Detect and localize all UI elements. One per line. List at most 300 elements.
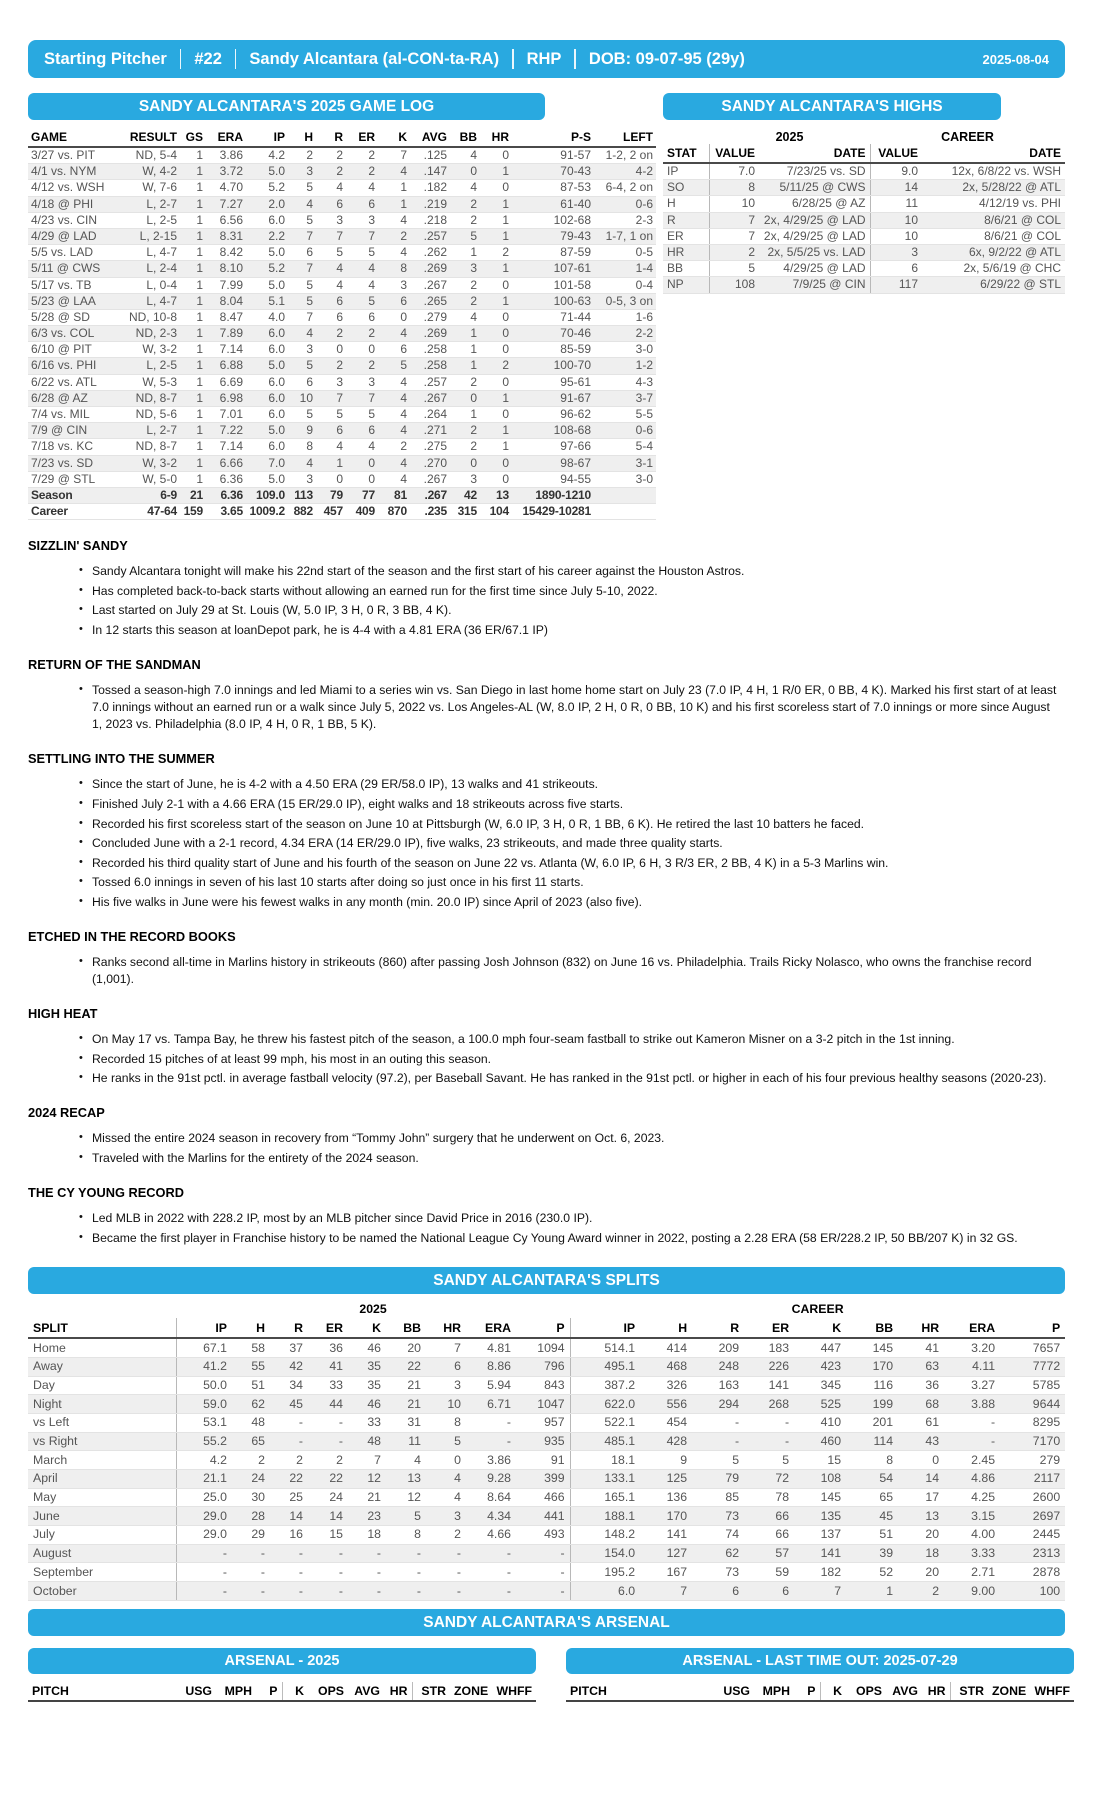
cell: August bbox=[28, 1544, 176, 1563]
cell: W, 3-2 bbox=[112, 342, 180, 358]
cell: 1-6 bbox=[594, 309, 656, 325]
cell: 556 bbox=[640, 1395, 692, 1414]
table-row bbox=[28, 1526, 1065, 1545]
note-bullet: • He ranks in the 91st pctl. in average fastball velocity (97.2), per Baseball Savant. He has ranked in the 91st pctl. or higher in each of his four previous healthy seasons (2020-23). bbox=[92, 1070, 1065, 1087]
cell: 45 bbox=[846, 1507, 898, 1526]
cell: 91-67 bbox=[512, 390, 594, 406]
cell: 3.27 bbox=[944, 1376, 1000, 1395]
cell: 2 bbox=[316, 164, 346, 180]
cell: 3/27 vs. PIT bbox=[28, 147, 112, 164]
cell: 4 bbox=[288, 326, 316, 342]
column-header: R bbox=[316, 128, 346, 147]
cell: 21.1 bbox=[176, 1469, 232, 1488]
table-row bbox=[663, 244, 1065, 260]
cell: 59 bbox=[744, 1563, 794, 1582]
cell: 7.27 bbox=[206, 196, 246, 212]
splits-section bbox=[28, 1267, 1065, 1601]
cell: 441 bbox=[516, 1507, 570, 1526]
cell: 65 bbox=[232, 1432, 270, 1451]
cell: .264 bbox=[410, 407, 450, 423]
cell: 9 bbox=[288, 423, 316, 439]
cell: 4 bbox=[378, 374, 410, 390]
cell: 1 bbox=[180, 212, 206, 228]
cell: 125 bbox=[640, 1469, 692, 1488]
table-row bbox=[663, 277, 1065, 293]
cell: 0 bbox=[346, 455, 378, 471]
cell: 4.00 bbox=[944, 1526, 1000, 1545]
highs-section bbox=[663, 93, 1065, 294]
cell: 5-4 bbox=[594, 439, 656, 455]
table-row bbox=[28, 1318, 1065, 1338]
cell: - bbox=[944, 1413, 1000, 1432]
cell: 6.98 bbox=[206, 390, 246, 406]
cell: 0-6 bbox=[594, 423, 656, 439]
game-log-title: SANDY ALCANTARA'S 2025 GAME LOG bbox=[28, 93, 545, 120]
cell: 102-68 bbox=[512, 212, 594, 228]
cell: 2.71 bbox=[944, 1563, 1000, 1582]
cell: 326 bbox=[640, 1376, 692, 1395]
cell: 7 bbox=[288, 309, 316, 325]
cell: 7 bbox=[316, 390, 346, 406]
cell: 6x, 9/2/22 @ ATL bbox=[922, 244, 1065, 260]
table-row bbox=[28, 471, 656, 487]
cell: 1 bbox=[480, 439, 512, 455]
column-header: STAT bbox=[663, 144, 709, 163]
cell: .275 bbox=[410, 439, 450, 455]
cell: 1 bbox=[180, 261, 206, 277]
divider bbox=[574, 49, 576, 69]
cell: 6.0 bbox=[246, 342, 288, 358]
cell: 2x, 5/28/22 @ ATL bbox=[922, 180, 1065, 196]
cell: 66 bbox=[744, 1507, 794, 1526]
cell: 4/29/25 @ LAD bbox=[759, 261, 870, 277]
group-header: CAREER bbox=[791, 1302, 844, 1316]
cell: 6 bbox=[316, 196, 346, 212]
cell: 6.36 bbox=[206, 471, 246, 487]
cell: 10 bbox=[426, 1395, 466, 1414]
cell: 25 bbox=[270, 1488, 308, 1507]
note-bullet: • Concluded June with a 2-1 record, 4.34 ERA (14 ER/29.0 IP), five walks, 23 strikeouts, and made three quality starts. bbox=[92, 835, 1065, 852]
cell: 7 bbox=[348, 1451, 386, 1470]
cell: 195.2 bbox=[570, 1563, 640, 1582]
cell: 94-55 bbox=[512, 471, 594, 487]
table-row bbox=[28, 1544, 1065, 1563]
cell: 36 bbox=[898, 1376, 944, 1395]
cell: 4 bbox=[378, 455, 410, 471]
cell: - bbox=[466, 1413, 516, 1432]
cell: - bbox=[270, 1413, 308, 1432]
cell: 44 bbox=[308, 1395, 348, 1414]
cell: 70-43 bbox=[512, 164, 594, 180]
table-row bbox=[28, 504, 656, 520]
cell: Night bbox=[28, 1395, 176, 1414]
cell: 796 bbox=[516, 1357, 570, 1376]
cell: 2 bbox=[316, 358, 346, 374]
column-header: BB bbox=[386, 1318, 426, 1338]
cell: 6.0 bbox=[246, 212, 288, 228]
cell: 0 bbox=[316, 342, 346, 358]
cell: 8 bbox=[846, 1451, 898, 1470]
cell: BB bbox=[663, 261, 709, 277]
cell: 4.66 bbox=[466, 1526, 516, 1545]
jersey-number: #22 bbox=[194, 49, 222, 68]
cell: 114 bbox=[846, 1432, 898, 1451]
cell: 1 bbox=[180, 423, 206, 439]
cell: 4 bbox=[450, 147, 480, 164]
note-bullet: • Led MLB in 2022 with 228.2 IP, most by an MLB pitcher since David Price in 2016 (230.0 IP). bbox=[92, 1210, 1065, 1227]
column-header: RESULT bbox=[112, 128, 180, 147]
cell: - bbox=[466, 1582, 516, 1601]
cell: 3.86 bbox=[466, 1451, 516, 1470]
cell: 135 bbox=[794, 1507, 846, 1526]
cell: - bbox=[744, 1413, 794, 1432]
cell: 1 bbox=[180, 326, 206, 342]
cell: 2x, 4/29/25 @ LAD bbox=[759, 212, 870, 228]
table-row bbox=[28, 147, 656, 164]
cell: - bbox=[308, 1432, 348, 1451]
cell: 81 bbox=[378, 487, 410, 503]
cell: 0 bbox=[346, 342, 378, 358]
note-heading: SETTLING INTO THE SUMMER bbox=[28, 751, 215, 767]
cell: July bbox=[28, 1526, 176, 1545]
cell: 30 bbox=[232, 1488, 270, 1507]
cell: 22 bbox=[386, 1357, 426, 1376]
cell: 4 bbox=[378, 423, 410, 439]
cell: 3 bbox=[450, 471, 480, 487]
table-row bbox=[28, 1488, 1065, 1507]
note-bullet: • Ranks second all-time in Marlins history in strikeouts (860) after passing Josh Johnson (832) on June 16 vs. Philadelphia. Trails Ricky Nolasco, who owns the franchise record (1,001). bbox=[92, 954, 1065, 988]
cell: 1047 bbox=[516, 1395, 570, 1414]
cell: 34 bbox=[270, 1376, 308, 1395]
cell: 0 bbox=[450, 164, 480, 180]
cell: 133.1 bbox=[570, 1469, 640, 1488]
cell: 12 bbox=[348, 1469, 386, 1488]
table-row bbox=[663, 163, 1065, 180]
cell: 0 bbox=[480, 180, 512, 196]
cell: 100-63 bbox=[512, 293, 594, 309]
cell: L, 2-7 bbox=[112, 423, 180, 439]
cell: 7/29 @ STL bbox=[28, 471, 112, 487]
cell: - bbox=[466, 1544, 516, 1563]
cell: 5 bbox=[450, 228, 480, 244]
cell: 2878 bbox=[1000, 1563, 1065, 1582]
note-bullet: • Recorded his first scoreless start of the season on June 10 at Pittsburgh (W, 6.0 IP, 3 H, 0 R, 1 BB, 6 K). He retired the last 10 batters he faced. bbox=[92, 816, 1065, 833]
cell: 2 bbox=[346, 358, 378, 374]
cell: 2 bbox=[709, 244, 759, 260]
cell: 3-0 bbox=[594, 471, 656, 487]
cell: 6.66 bbox=[206, 455, 246, 471]
divider bbox=[235, 49, 237, 69]
cell: 52 bbox=[846, 1563, 898, 1582]
cell: 414 bbox=[640, 1338, 692, 1357]
cell: 0 bbox=[426, 1451, 466, 1470]
cell: 79 bbox=[316, 487, 346, 503]
cell: 95-61 bbox=[512, 374, 594, 390]
arsenal-2025-table bbox=[28, 1682, 536, 1702]
cell bbox=[594, 504, 656, 520]
note-list bbox=[28, 776, 1065, 911]
cell: 1 bbox=[180, 471, 206, 487]
cell: 21 bbox=[386, 1395, 426, 1414]
cell: 39 bbox=[846, 1544, 898, 1563]
note-section bbox=[28, 538, 1065, 639]
table-row bbox=[663, 261, 1065, 277]
column-header: K bbox=[794, 1318, 846, 1338]
cell: 7 bbox=[378, 147, 410, 164]
cell: 25.0 bbox=[176, 1488, 232, 1507]
cell: 170 bbox=[846, 1357, 898, 1376]
cell: 3 bbox=[378, 277, 410, 293]
cell: 1 bbox=[480, 423, 512, 439]
cell: 279 bbox=[1000, 1451, 1065, 1470]
cell: 101-58 bbox=[512, 277, 594, 293]
note-bullet: • Recorded his third quality start of June and his fourth of the season on June 22 vs. Atlanta (W, 6.0 IP, 6 H, 3 R/3 ER, 2 BB, 4 K) in a 5-3 Marlins win. bbox=[92, 855, 1065, 872]
cell: vs Right bbox=[28, 1432, 176, 1451]
cell: 2313 bbox=[1000, 1544, 1065, 1563]
cell: - bbox=[692, 1413, 744, 1432]
column-header: SPLIT bbox=[28, 1318, 176, 1338]
column-header: HR bbox=[922, 1682, 950, 1701]
cell: .125 bbox=[410, 147, 450, 164]
column-header: P-S bbox=[512, 128, 594, 147]
cell: 2 bbox=[426, 1526, 466, 1545]
cell: 1 bbox=[180, 277, 206, 293]
cell: Away bbox=[28, 1357, 176, 1376]
cell: 18 bbox=[348, 1526, 386, 1545]
cell: 6.0 bbox=[570, 1582, 640, 1601]
group-header: 2025 bbox=[359, 1302, 387, 1316]
cell: 1890-1210 bbox=[512, 487, 594, 503]
cell: 0 bbox=[480, 471, 512, 487]
cell: L, 2-15 bbox=[112, 228, 180, 244]
cell: 7/18 vs. KC bbox=[28, 439, 112, 455]
cell: 145 bbox=[794, 1488, 846, 1507]
cell: 1 bbox=[180, 390, 206, 406]
cell: 7.0 bbox=[709, 163, 759, 180]
cell: 58 bbox=[232, 1338, 270, 1357]
cell: 17 bbox=[898, 1488, 944, 1507]
table-row bbox=[28, 455, 656, 471]
cell: 1 bbox=[450, 326, 480, 342]
cell: - bbox=[308, 1582, 348, 1601]
cell: 7 bbox=[640, 1582, 692, 1601]
cell: 28 bbox=[232, 1507, 270, 1526]
column-header: ZONE bbox=[988, 1682, 1030, 1701]
cell: 5 bbox=[346, 293, 378, 309]
cell: 5 bbox=[378, 358, 410, 374]
cell: 4 bbox=[346, 261, 378, 277]
table-row bbox=[28, 293, 656, 309]
cell: 7 bbox=[316, 228, 346, 244]
column-header: P bbox=[794, 1682, 820, 1701]
table-row bbox=[28, 487, 656, 503]
cell: 6/22 vs. ATL bbox=[28, 374, 112, 390]
cell: 14 bbox=[308, 1507, 348, 1526]
cell: 399 bbox=[516, 1469, 570, 1488]
cell: 0 bbox=[480, 374, 512, 390]
group-header: CAREER bbox=[941, 130, 994, 144]
cell: 5/17 vs. TB bbox=[28, 277, 112, 293]
column-header: STR bbox=[950, 1682, 988, 1701]
game-log-section bbox=[28, 93, 656, 520]
cell: - bbox=[348, 1563, 386, 1582]
table-row bbox=[28, 261, 656, 277]
cell: 47-64 bbox=[112, 504, 180, 520]
cell: - bbox=[308, 1544, 348, 1563]
cell: 315 bbox=[450, 504, 480, 520]
cell: 4 bbox=[378, 326, 410, 342]
cell: 51 bbox=[232, 1376, 270, 1395]
cell: 1 bbox=[180, 164, 206, 180]
cell: 10 bbox=[288, 390, 316, 406]
cell: 2 bbox=[346, 164, 378, 180]
cell: 141 bbox=[794, 1544, 846, 1563]
table-row bbox=[663, 212, 1065, 228]
cell: 188.1 bbox=[570, 1507, 640, 1526]
cell: 7 bbox=[709, 228, 759, 244]
cell: 70-46 bbox=[512, 326, 594, 342]
cell: 4 bbox=[378, 390, 410, 406]
column-header: AVG bbox=[348, 1682, 384, 1701]
cell: 6/3 vs. COL bbox=[28, 326, 112, 342]
cell: 23 bbox=[348, 1507, 386, 1526]
cell: 0 bbox=[480, 342, 512, 358]
cell: 21 bbox=[348, 1488, 386, 1507]
cell: 6 bbox=[316, 293, 346, 309]
cell: 2 bbox=[346, 147, 378, 164]
cell: 6 bbox=[288, 374, 316, 390]
arsenal-last-time-out-table bbox=[566, 1682, 1074, 1702]
cell: 4 bbox=[346, 277, 378, 293]
cell: 24 bbox=[232, 1469, 270, 1488]
column-header: K bbox=[378, 128, 410, 147]
role-label: Starting Pitcher bbox=[44, 49, 167, 68]
note-bullet: • Since the start of June, he is 4-2 with a 4.50 ERA (29 ER/58.0 IP), 13 walks and 41 strikeouts. bbox=[92, 776, 1065, 793]
cell: 6 bbox=[426, 1357, 466, 1376]
cell: 163 bbox=[692, 1376, 744, 1395]
cell: 7/4 vs. MIL bbox=[28, 407, 112, 423]
cell: 7 bbox=[288, 228, 316, 244]
cell: 7 bbox=[346, 390, 378, 406]
cell: 154.0 bbox=[570, 1544, 640, 1563]
cell: 2 bbox=[450, 439, 480, 455]
cell: 5 bbox=[316, 245, 346, 261]
cell: - bbox=[426, 1544, 466, 1563]
column-header: OPS bbox=[308, 1682, 348, 1701]
cell: 1 bbox=[180, 309, 206, 325]
divider bbox=[512, 49, 514, 69]
cell: 345 bbox=[794, 1376, 846, 1395]
cell: 3.33 bbox=[944, 1544, 1000, 1563]
cell: 5 bbox=[709, 261, 759, 277]
cell: 1094 bbox=[516, 1338, 570, 1357]
cell: 37 bbox=[270, 1338, 308, 1357]
cell: 4-2 bbox=[594, 164, 656, 180]
cell: - bbox=[232, 1544, 270, 1563]
cell: 141 bbox=[640, 1526, 692, 1545]
cell: 5 bbox=[288, 358, 316, 374]
cell: 170 bbox=[640, 1507, 692, 1526]
cell: 8.86 bbox=[466, 1357, 516, 1376]
cell: 5.94 bbox=[466, 1376, 516, 1395]
column-header: AVG bbox=[410, 128, 450, 147]
cell: 1 bbox=[180, 245, 206, 261]
player-name: Sandy Alcantara (al-CON-ta-RA) bbox=[249, 49, 500, 68]
table-row bbox=[28, 423, 656, 439]
cell: 67.1 bbox=[176, 1338, 232, 1357]
cell: 11 bbox=[870, 196, 922, 212]
cell: 73 bbox=[692, 1563, 744, 1582]
cell: 1009.2 bbox=[246, 504, 288, 520]
column-header: ERA bbox=[206, 128, 246, 147]
cell: 5.1 bbox=[246, 293, 288, 309]
cell: - bbox=[386, 1563, 426, 1582]
cell: 6 bbox=[346, 309, 378, 325]
cell: 113 bbox=[288, 487, 316, 503]
cell: 33 bbox=[308, 1376, 348, 1395]
arsenal-2025-title: ARSENAL - 2025 bbox=[28, 1648, 536, 1674]
cell: 6.0 bbox=[246, 374, 288, 390]
cell: 7170 bbox=[1000, 1432, 1065, 1451]
cell: 1 bbox=[180, 439, 206, 455]
note-section bbox=[28, 1006, 1065, 1087]
cell: - bbox=[426, 1563, 466, 1582]
cell: 5/11 @ CWS bbox=[28, 261, 112, 277]
group-header-row bbox=[28, 1300, 1065, 1319]
cell: ND, 10-8 bbox=[112, 309, 180, 325]
arsenal-last-time-out-title: ARSENAL - LAST TIME OUT: 2025-07-29 bbox=[566, 1648, 1074, 1674]
cell: 108-68 bbox=[512, 423, 594, 439]
cell: 0 bbox=[450, 455, 480, 471]
column-header: IP bbox=[176, 1318, 232, 1338]
cell: 0 bbox=[378, 309, 410, 325]
cell: 8 bbox=[288, 439, 316, 455]
table-row bbox=[28, 1395, 1065, 1414]
arsenal-2025-panel bbox=[28, 1648, 536, 1702]
cell: 5 bbox=[692, 1451, 744, 1470]
cell: 65 bbox=[846, 1488, 898, 1507]
cell: 6/10 @ PIT bbox=[28, 342, 112, 358]
cell: 1 bbox=[180, 147, 206, 164]
cell: 1 bbox=[378, 196, 410, 212]
cell: 42 bbox=[270, 1357, 308, 1376]
cell: 59.0 bbox=[176, 1395, 232, 1414]
cell: 1-7, 1 on bbox=[594, 228, 656, 244]
cell: 6 bbox=[378, 293, 410, 309]
cell: 4 bbox=[378, 164, 410, 180]
cell: 48 bbox=[232, 1413, 270, 1432]
cell: - bbox=[692, 1432, 744, 1451]
cell: 493 bbox=[516, 1526, 570, 1545]
arsenal-section bbox=[28, 1609, 1070, 1702]
cell: ND, 8-7 bbox=[112, 390, 180, 406]
note-list bbox=[28, 563, 1065, 639]
cell: 74 bbox=[692, 1526, 744, 1545]
cell: 107-61 bbox=[512, 261, 594, 277]
cell: 73 bbox=[692, 1507, 744, 1526]
column-header: STR bbox=[412, 1682, 450, 1701]
note-bullet: • Became the first player in Franchise history to be named the National League Cy Young Award winner in 2022, posting a 2.28 ERA (58 ER/228.2 IP, 50 BB/207 K) in 32 GS. bbox=[92, 1230, 1065, 1247]
cell: 7/9/25 @ CIN bbox=[759, 277, 870, 293]
cell: 466 bbox=[516, 1488, 570, 1507]
cell: .235 bbox=[410, 504, 450, 520]
cell: 294 bbox=[692, 1395, 744, 1414]
cell: 79 bbox=[692, 1469, 744, 1488]
cell: 268 bbox=[744, 1395, 794, 1414]
cell: 5 bbox=[288, 277, 316, 293]
cell: 96-62 bbox=[512, 407, 594, 423]
cell: 6.0 bbox=[246, 407, 288, 423]
